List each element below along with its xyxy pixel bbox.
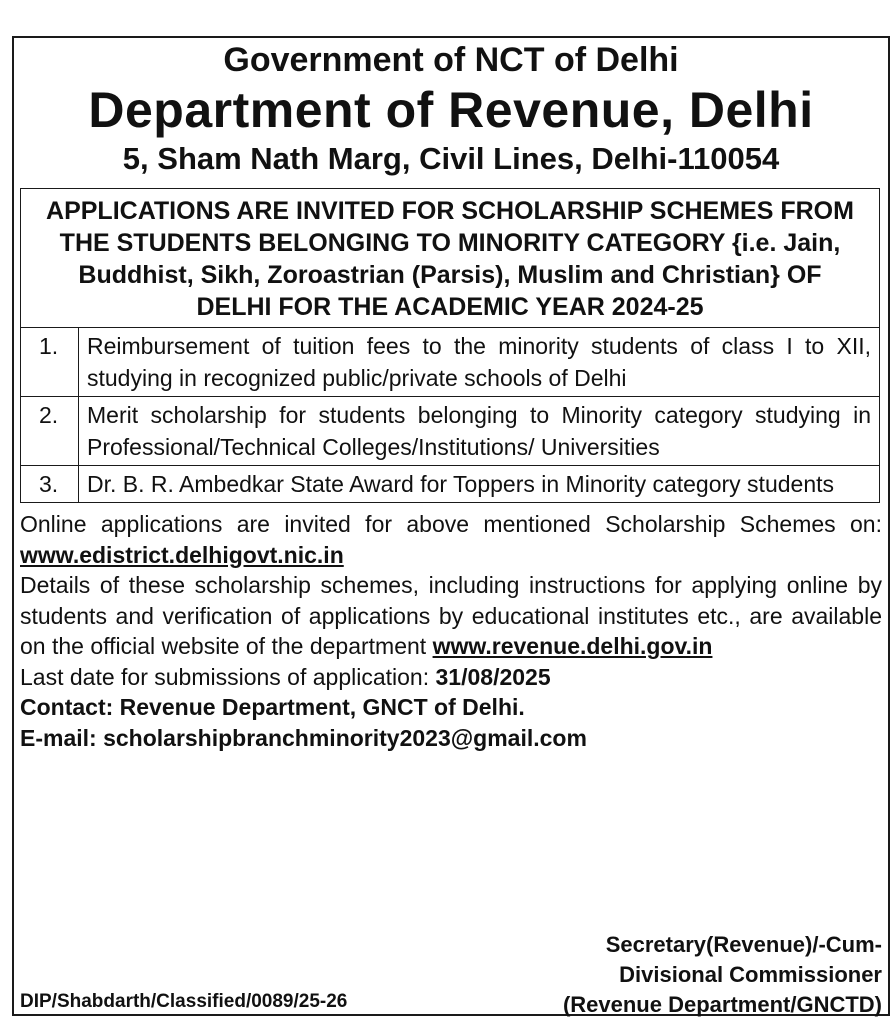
scheme-number: 1. [21,328,79,396]
department-address: 5, Sham Nath Marg, Civil Lines, Delhi-110054 [122,141,780,176]
details-paragraph [20,570,882,662]
scheme-number: 2. [21,397,79,465]
email-label: E-mail: [20,724,97,751]
notice-header [14,40,888,178]
scheme-row [21,466,879,502]
last-date-value: 31/08/2025 [435,663,551,690]
schemes-table [20,188,880,503]
department-heading: Department of Revenue, Delhi [88,82,814,138]
email-line [20,723,882,754]
scheme-row [21,328,879,397]
scheme-description: Dr. B. R. Ambedkar State Award for Toppers in Minority category students [87,471,835,497]
notice-frame [12,36,890,1016]
signatory-title-line3: (Revenue Department/GNCTD) [562,992,882,1017]
contact-line: Contact: Revenue Department, GNCT of Delhi. [20,694,525,720]
last-date-line [20,662,882,693]
notice-body [14,503,888,753]
revenue-website-link[interactable]: www.revenue.delhi.gov.in [432,633,713,659]
scheme-description: Merit scholarship for students belonging to Minority category studying in Professional/Technical Colleges/Institutions/ Universities [87,402,871,460]
email-address[interactable]: scholarshipbranchminority2023@gmail.com [103,724,587,751]
last-date-label: Last date for submissions of application: [20,663,430,690]
signature-block [563,930,882,1020]
signatory-title-line2: Divisional Commissioner [619,962,882,987]
scheme-description: Reimbursement of tuition fees to the minority students of class I to XII, studying in recognized public/private schools of Delhi [87,333,871,391]
details-text: Details of these scholarship schemes, including instructions for applying online by students and verification of applications by educational institutes etc., are available on the official website of the department [20,572,882,659]
edistrict-link[interactable]: www.edistrict.delhigovt.nic.in [20,541,344,568]
signatory-title-line1: Secretary(Revenue)/-Cum- [605,932,882,957]
online-applications-paragraph [20,509,882,570]
scheme-number: 3. [21,466,79,502]
government-heading: Government of NCT of Delhi [223,41,679,79]
reference-number: DIP/Shabdarth/Classified/0089/25-26 [20,991,348,1012]
schemes-title: APPLICATIONS ARE INVITED FOR SCHOLARSHIP SCHEMES FROM THE STUDENTS BELONGING TO MINORITY CATEGORY {i.e. Jain, Buddhist, Sikh, Zoroastrian (Parsis), Muslim and Christian} OF DELHI FOR THE ACADEMIC YEAR 2024-25 [21,189,879,328]
scheme-row [21,397,879,466]
online-intro-text: Online applications are invited for above mentioned Scholarship Schemes on: [20,511,882,537]
